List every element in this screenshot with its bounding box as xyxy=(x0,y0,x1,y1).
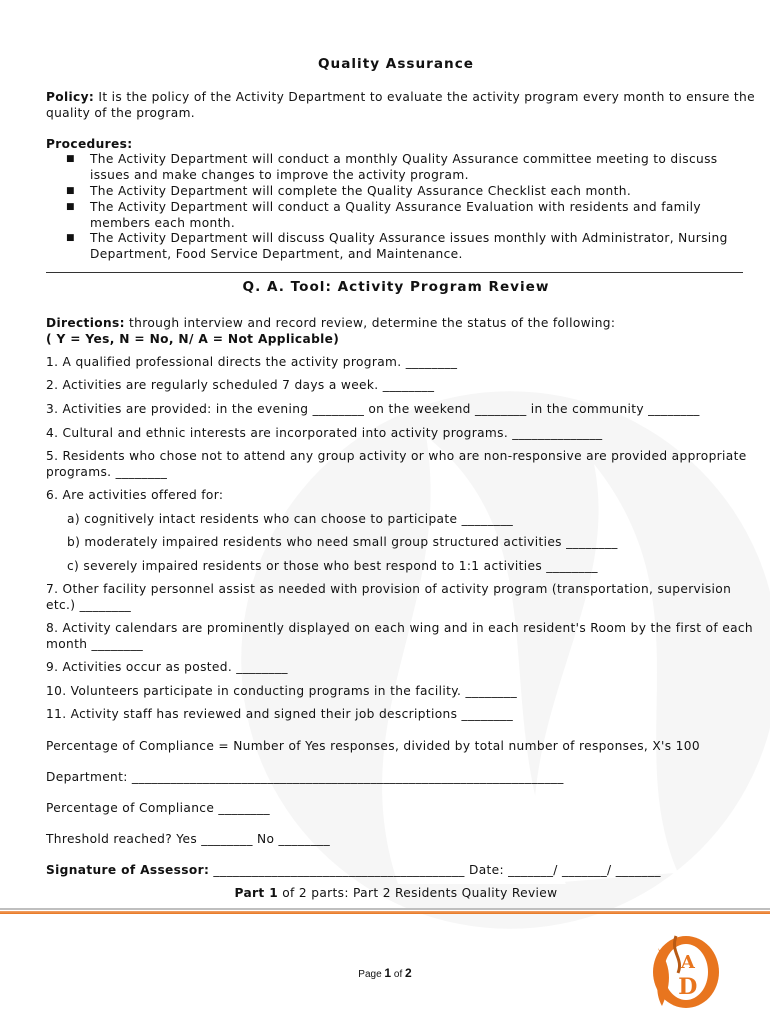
procedure-item-1-line-1: The Activity Department will conduct a monthly Quality Assurance committee meeting to discuss xyxy=(90,152,718,166)
page-title: Quality Assurance xyxy=(317,56,475,72)
question-9: 9. Activities occur as posted. ________ xyxy=(46,660,288,674)
question-6c: c) severely impaired residents or those who best respond to 1:1 activities ________ xyxy=(67,559,598,573)
policy-label: Policy: xyxy=(46,90,95,104)
procedure-item-4-line-1: The Activity Department will discuss Quality Assurance issues monthly with Administrator, Nursing xyxy=(90,231,728,245)
procedures-label: Procedures: xyxy=(46,137,133,151)
procedure-item-1-line-2: issues and make changes to improve the activity program. xyxy=(90,168,469,182)
directions-legend: ( Y = Yes, N = No, N/ A = Not Applicable) xyxy=(46,332,340,346)
logo xyxy=(648,928,720,1010)
bullet-icon: ■ xyxy=(66,154,75,164)
question-4: 4. Cultural and ethnic interests are incorporated into activity programs. ______________ xyxy=(46,426,603,440)
logo-letter-d: D xyxy=(678,974,698,1000)
question-7-line-2: etc.) ________ xyxy=(46,598,132,612)
question-6: 6. Are activities offered for: xyxy=(46,488,224,502)
question-11: 11. Activity staff has reviewed and signed their job descriptions ________ xyxy=(46,707,514,721)
question-8-line-2: month ________ xyxy=(46,637,144,651)
signature-label: Signature of Assessor: xyxy=(46,863,210,877)
policy-text: It is the policy of the Activity Department to evaluate the activity program every month to ensure the xyxy=(94,90,755,104)
watermark-logo xyxy=(230,380,770,940)
percentage-field: Percentage of Compliance ________ xyxy=(46,801,270,815)
logo-letter-a: A xyxy=(680,952,696,973)
question-5-line-2: programs. ________ xyxy=(46,465,168,479)
question-1: 1. A qualified professional directs the activity program. ________ xyxy=(46,355,458,369)
footer-rule xyxy=(0,908,770,914)
directions-label: Directions: xyxy=(46,316,125,330)
page-prefix: Page xyxy=(358,969,385,980)
part-text: of 2 parts: Part 2 Residents Quality Review xyxy=(278,886,558,900)
page-total: 2 xyxy=(405,966,412,980)
question-5-line-1: 5. Residents who chose not to attend any group activity or who are non-responsive are provided appropriate xyxy=(46,449,747,463)
page-current: 1 xyxy=(384,966,392,980)
procedure-item-4-line-2: Department, Food Service Department, and Maintenance. xyxy=(90,247,463,261)
question-3: 3. Activities are provided: in the evening ________ on the weekend ________ in the community ________ xyxy=(46,402,700,416)
procedure-item-3-line-2: members each month. xyxy=(90,216,236,230)
question-6a: a) cognitively intact residents who can choose to participate ________ xyxy=(67,512,514,526)
department-field: Department: ___________________________________________________________________ xyxy=(46,770,564,784)
question-10: 10. Volunteers participate in conducting programs in the facility. ________ xyxy=(46,684,518,698)
procedure-item-2: The Activity Department will complete the Quality Assurance Checklist each month. xyxy=(90,184,632,198)
question-7-line-1: 7. Other facility personnel assist as needed with provision of activity program (transportation, supervision xyxy=(46,582,732,596)
compliance-formula: Percentage of Compliance = Number of Yes responses, divided by total number of responses, X's 100 xyxy=(46,739,700,753)
part-label: Part 1 xyxy=(234,886,279,900)
signature-blank: _______________________________________ Date: _______/ _______/ _______ xyxy=(209,863,661,877)
bullet-icon: ■ xyxy=(66,202,75,212)
procedure-item-3-line-1: The Activity Department will conduct a Quality Assurance Evaluation with residents and family xyxy=(90,200,701,214)
threshold-field: Threshold reached? Yes ________ No ________ xyxy=(46,832,331,846)
policy-line-2: quality of the program. xyxy=(46,106,196,120)
page-of: of xyxy=(391,969,406,980)
signature-line xyxy=(46,863,661,877)
policy-line-1 xyxy=(46,90,755,104)
question-8-line-1: 8. Activity calendars are prominently displayed on each wing and in each resident's Room by the first of each xyxy=(46,621,754,635)
directions-text: through interview and record review, determine the status of the following: xyxy=(124,316,616,330)
part-note xyxy=(46,886,746,900)
question-6b: b) moderately impaired residents who need small group structured activities ________ xyxy=(67,535,618,549)
bullet-icon: ■ xyxy=(66,233,75,243)
bullet-icon: ■ xyxy=(66,186,75,196)
question-2: 2. Activities are regularly scheduled 7 days a week. ________ xyxy=(46,378,435,392)
tool-title: Q. A. Tool: Activity Program Review xyxy=(242,279,550,295)
directions-line xyxy=(46,316,615,330)
section-divider xyxy=(46,272,743,273)
